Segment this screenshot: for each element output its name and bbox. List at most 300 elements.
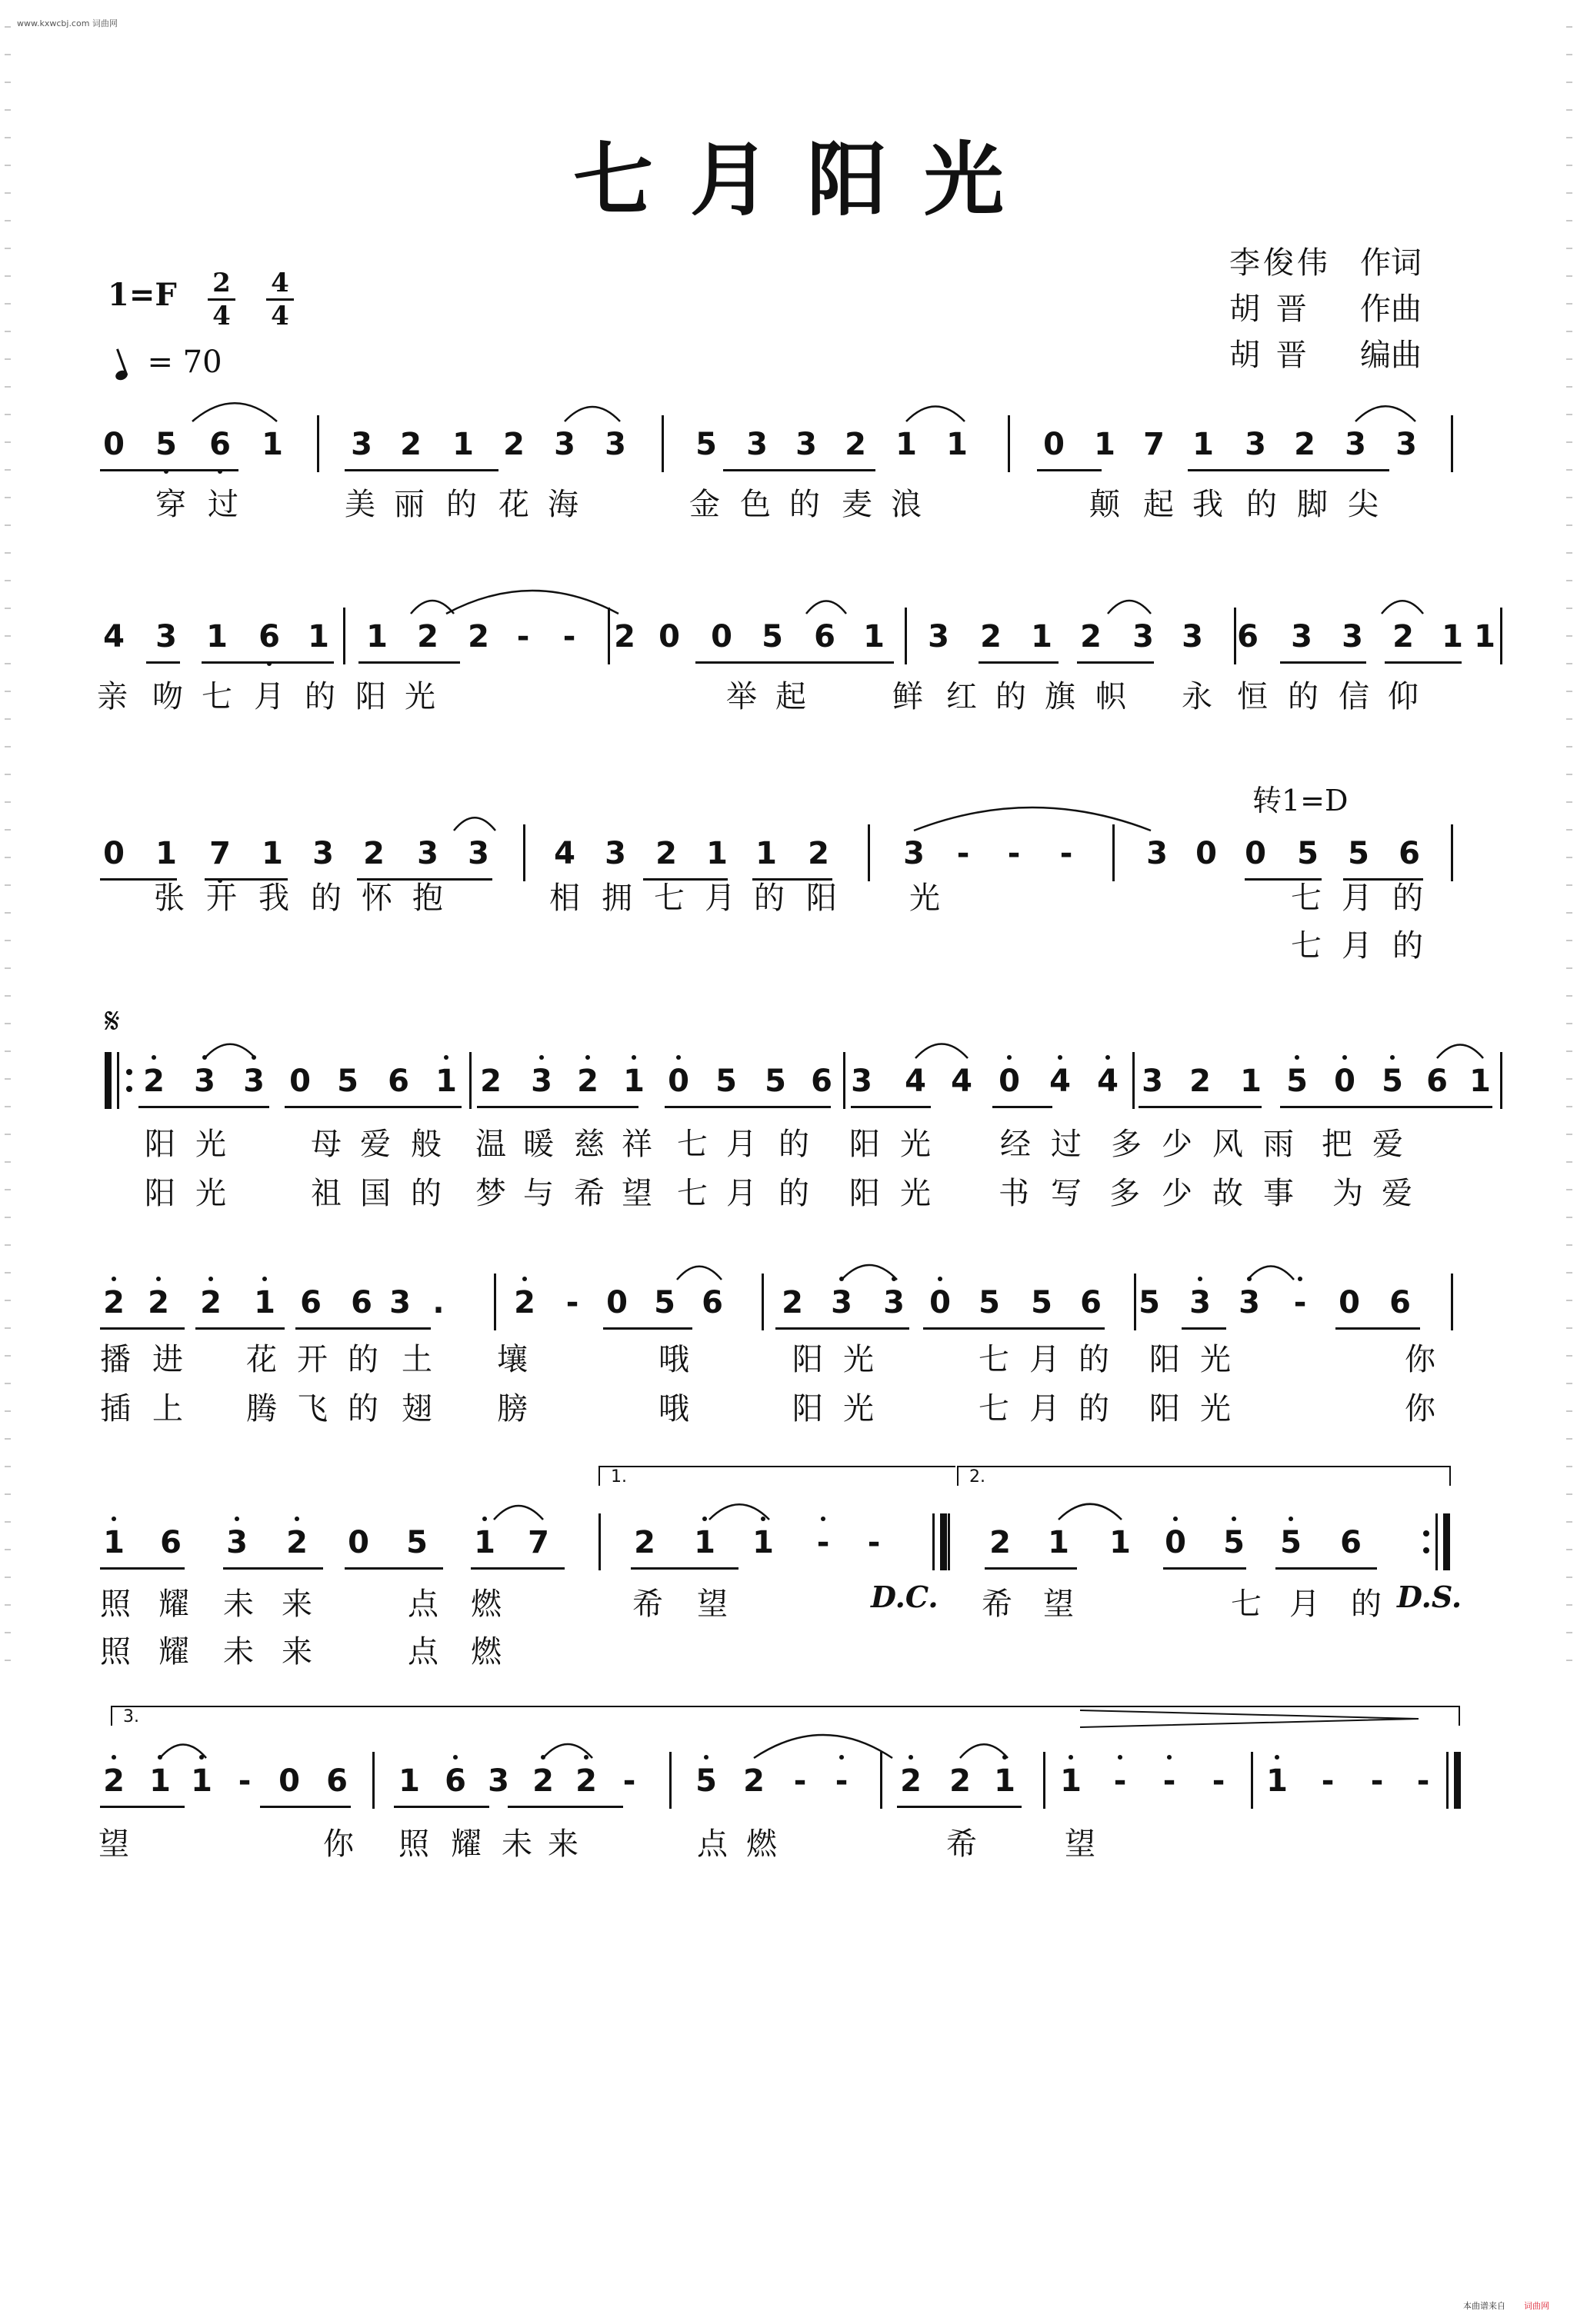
jianpu-note: 1 [262, 427, 283, 462]
dc-marking: D.C. [871, 1580, 939, 1614]
watermark-mark [5, 331, 11, 332]
jianpu-note: 5 [689, 1758, 723, 1804]
watermark-mark [1566, 1217, 1572, 1218]
watermark-mark [5, 1161, 11, 1163]
watermark-mark [5, 1383, 11, 1384]
lyric-verse-1: 穿 [155, 487, 186, 522]
lyric-verse-2: 梦 [475, 1176, 506, 1211]
jianpu-note: - [622, 1763, 636, 1799]
lyric-verse-1: 的 [305, 679, 335, 714]
jianpu-note: 1 [155, 836, 177, 871]
jianpu-note: 2 [1189, 1064, 1211, 1099]
lyric-verse-1: 光 [1200, 1342, 1231, 1377]
jianpu-note: 3 [903, 836, 925, 871]
jianpu-note: - [1283, 1280, 1317, 1326]
watermark-mark [1566, 995, 1572, 997]
lyric-verse-2: 多 [1109, 1176, 1140, 1211]
lyric-verse-1: 旗 [1045, 679, 1075, 714]
lyric-verse-2: 光 [195, 1176, 226, 1211]
jianpu-note: 6 [1389, 1285, 1411, 1320]
duration-underline [260, 1806, 351, 1808]
jianpu-note: 1 [988, 1758, 1022, 1804]
watermark-mark [1566, 552, 1572, 554]
duration-underline [1188, 469, 1389, 471]
jianpu-note: 3 [155, 619, 177, 654]
jianpu-note: - [562, 619, 576, 654]
watermark-mark [1566, 275, 1572, 277]
jianpu-note: 2 [989, 1525, 1011, 1560]
jianpu-note: 0 [1159, 1520, 1192, 1566]
watermark-mark [1566, 1189, 1572, 1190]
lyric-verse-1: 七 [1291, 881, 1322, 916]
lyric-verse-2: 事 [1263, 1176, 1294, 1211]
watermark-mark [1566, 331, 1572, 332]
jianpu-note: 1 [1031, 619, 1052, 654]
slur-arc [494, 1506, 543, 1520]
jianpu-note: 6 [388, 1064, 409, 1099]
lyric-verse-2: 写 [1051, 1176, 1082, 1211]
lyric-verse-2: 为 [1332, 1176, 1363, 1211]
credit-role: 编曲 [1360, 338, 1422, 373]
jianpu-note: 2 [1080, 619, 1102, 654]
jianpu-note: 3 [851, 1064, 872, 1099]
jianpu-note: - [793, 1763, 807, 1799]
duration-underline [345, 469, 498, 471]
jianpu-note: 2 [97, 1280, 131, 1326]
footer-credit [1463, 2299, 1549, 2312]
watermark-mark [5, 1410, 11, 1412]
jianpu-note: 4 [554, 836, 575, 871]
lyric-verse-1: 花 [246, 1342, 277, 1377]
ds-marking: D.S. [1397, 1580, 1462, 1614]
jianpu-note: 0 [289, 1064, 311, 1099]
jianpu-note: 2 [142, 1280, 175, 1326]
lyric-verse-1: 经 [1000, 1127, 1031, 1162]
lyric-verse-2: 望 [622, 1176, 652, 1211]
slur-arc [1355, 406, 1415, 421]
jianpu-note: 2 [949, 1763, 971, 1799]
jianpu-note: 5 [1031, 1285, 1052, 1320]
duration-underline [345, 1567, 443, 1570]
meter-top: 2 [212, 268, 231, 298]
slur-arc [960, 1744, 1008, 1758]
jianpu-note: 2 [526, 1758, 560, 1804]
key-text: 1=F [108, 277, 177, 313]
lyric-verse-2: 的 [348, 1391, 378, 1427]
jianpu-note: - [1370, 1763, 1384, 1799]
jianpu-note: 4 [905, 1064, 926, 1099]
watermark-mark [5, 82, 11, 83]
lyric-verse-2: 腾 [246, 1391, 277, 1427]
slur-layer [0, 391, 1577, 437]
jianpu-note: 2 [417, 619, 438, 654]
watermark-mark [1566, 1355, 1572, 1357]
watermark-mark [5, 1023, 11, 1024]
watermark-mark [5, 1604, 11, 1606]
lyric-verse-1: 过 [1051, 1127, 1082, 1162]
jianpu-note: 5 [654, 1285, 675, 1320]
credit-role: 作词 [1360, 245, 1422, 281]
jianpu-note: 3 [605, 427, 626, 462]
lyric-verse-2: 来 [282, 1634, 312, 1670]
duration-underline [100, 469, 238, 471]
jianpu-note: 6 [1426, 1064, 1448, 1099]
jianpu-note: 2 [634, 1525, 655, 1560]
slur-arc [1108, 601, 1151, 614]
watermark-mark [1566, 386, 1572, 388]
jianpu-note: 0 [103, 427, 125, 462]
watermark-mark [1566, 524, 1572, 526]
watermark-mark [5, 1189, 11, 1190]
credits [1229, 240, 1422, 378]
lyric-verse-2: 光 [900, 1176, 931, 1211]
jianpu-note: 0 [348, 1525, 369, 1560]
jianpu-note: 1 [143, 1758, 177, 1804]
duration-underline [1335, 1327, 1420, 1330]
lyric-verse-1: 的 [778, 1127, 809, 1162]
duration-underline [897, 1806, 1022, 1808]
jianpu-note: 3 [1395, 427, 1417, 462]
jianpu-note: 1 [1048, 1525, 1069, 1560]
watermark-mark [5, 1217, 11, 1218]
jianpu-note: 2 [508, 1280, 542, 1326]
lyric-verse-1: 照 [100, 1587, 131, 1622]
jianpu-note: 2 [400, 427, 422, 462]
jianpu-note: - [825, 1758, 859, 1804]
lyric-verse-2: 光 [1200, 1391, 1231, 1427]
jianpu-note: - [238, 1763, 252, 1799]
lyric-verse-1: 来 [282, 1587, 312, 1622]
jianpu-note: 1 [706, 836, 728, 871]
lyric-verse-1: 望 [697, 1587, 728, 1622]
jianpu-note: 1 [308, 619, 329, 654]
jianpu-note: 1 [895, 427, 917, 462]
duration-underline [1037, 469, 1102, 471]
lyric-verse-1: 亲 [97, 679, 128, 714]
jianpu-note: 6 [1399, 836, 1420, 871]
duration-underline [1182, 1327, 1226, 1330]
volta-2: 2. [957, 1466, 1451, 1486]
duration-underline [1280, 661, 1366, 664]
duration-underline [471, 1567, 565, 1570]
slur-arc [842, 1265, 897, 1280]
duration-underline [665, 1106, 831, 1108]
lyric-verse-1: 美 [345, 487, 375, 522]
watermark-mark [5, 967, 11, 969]
watermark-mark [1566, 1383, 1572, 1384]
watermark-mark [5, 524, 11, 526]
lyric-verse-2: 翅 [402, 1391, 432, 1427]
jianpu-note: 3 [468, 836, 489, 871]
jianpu-note: 1 [206, 619, 228, 654]
watermark-mark [5, 248, 11, 249]
jianpu-note: 3 [825, 1280, 859, 1326]
slur-arc [446, 591, 618, 614]
watermark-mark [5, 26, 11, 28]
slur-layer [0, 1249, 1577, 1295]
volta-1: 1. [598, 1466, 955, 1486]
jianpu-note: - [516, 619, 530, 654]
jianpu-note: 1 [97, 1520, 131, 1566]
lyric-verse-1: 信 [1339, 679, 1369, 714]
lyric-verse-2: 月 [1342, 928, 1372, 964]
watermark-mark [5, 940, 11, 941]
slur-arc [411, 601, 454, 614]
lyric-verse-1: 多 [1111, 1127, 1142, 1162]
lyric-verse-2: 阳 [849, 1176, 880, 1211]
watermark-mark [1566, 967, 1572, 969]
slur-arc [677, 1267, 722, 1280]
lyric-verse-2: 未 [223, 1634, 254, 1670]
time-signature-2 [265, 269, 295, 330]
jianpu-note: 0 [1043, 427, 1065, 462]
jianpu-note: 2 [1294, 427, 1315, 462]
lyric-verse-1: 鲜 [892, 679, 923, 714]
lyric-verse-1: 风 [1212, 1127, 1243, 1162]
lyric-verse-1: 爱 [360, 1127, 391, 1162]
lyric-verse-1: 的 [995, 679, 1026, 714]
jianpu-note: 2 [894, 1758, 928, 1804]
lyric-verse-2: 阳 [145, 1176, 175, 1211]
lyric-verse-1: 照 [398, 1826, 429, 1862]
lyric-verse-1: 点 [697, 1826, 728, 1862]
lyric-verse-2: 上 [152, 1391, 183, 1427]
watermark-mark [5, 691, 11, 692]
segno-icon: 𝄋 [105, 1000, 120, 1041]
slur-arc [565, 407, 620, 421]
jianpu-note: 5 [979, 1285, 1000, 1320]
lyric-verse-1: 月 [1342, 881, 1372, 916]
watermark-mark [1566, 497, 1572, 498]
jianpu-note: 5 [1139, 1285, 1160, 1320]
watermark-mark [5, 995, 11, 997]
lyric-verse-1: 般 [411, 1127, 442, 1162]
lyric-verse-1: 希 [946, 1826, 977, 1862]
jianpu-note: 3 [1142, 1064, 1163, 1099]
watermark-mark [1566, 580, 1572, 581]
jianpu-note: 4 [1091, 1058, 1125, 1104]
watermark-mark [1566, 1604, 1572, 1606]
jianpu-note: 6 [811, 1064, 832, 1099]
lyric-verse-1: 阳 [1149, 1342, 1180, 1377]
jianpu-note: 1 [755, 836, 777, 871]
jianpu-note: 1 [688, 1520, 722, 1566]
duration-underline [1077, 661, 1154, 664]
lyric-verse-1: 暖 [523, 1127, 554, 1162]
watermark-mark [1566, 26, 1572, 28]
jianpu-note: 5 [715, 1064, 737, 1099]
watermark-mark [1566, 1161, 1572, 1163]
jianpu-note: - [806, 1520, 840, 1566]
jianpu-note: 0 [711, 619, 732, 654]
page-title: 七月阳光 [572, 133, 1041, 227]
watermark-mark [1566, 1632, 1572, 1633]
lyric-verse-1: 的 [1288, 679, 1319, 714]
jianpu-note: 6 [814, 619, 835, 654]
duration-underline [695, 661, 894, 664]
lyric-verse-1: 耀 [451, 1826, 482, 1862]
jianpu-note: 0 [923, 1280, 957, 1326]
lyric-verse-1: 开 [206, 881, 237, 916]
jianpu-note: 2 [655, 836, 677, 871]
lyric-verse-2: 点 [408, 1634, 438, 1670]
jianpu-note: 3 [746, 427, 768, 462]
jianpu-note: - [1007, 836, 1021, 871]
jianpu-note: 3 [525, 1058, 558, 1104]
lyric-verse-2: 膀 [497, 1391, 528, 1427]
slur-arc [1437, 1045, 1483, 1059]
jianpu-note: - [1059, 836, 1073, 871]
watermark-mark [5, 1466, 11, 1467]
watermark-mark [1566, 691, 1572, 692]
watermark-mark [1566, 774, 1572, 775]
jianpu-note: 2 [280, 1520, 314, 1566]
lyric-verse-1: 燃 [471, 1587, 502, 1622]
lyric-verse-2: 祖 [311, 1176, 342, 1211]
lyric-verse-1: 的 [1246, 487, 1277, 522]
site-url: www.kxwcbj.com 词曲网 [17, 18, 118, 28]
duration-underline [1280, 1106, 1492, 1108]
jianpu-note: 6 [438, 1758, 472, 1804]
jianpu-note: - [956, 836, 970, 871]
lyric-verse-1: 七 [1231, 1587, 1262, 1622]
time-signature-1 [206, 269, 237, 330]
jianpu-note: 1 [1240, 1064, 1262, 1099]
jianpu-note: 6 [1340, 1525, 1362, 1560]
slur-arc [205, 1044, 255, 1058]
watermark-mark [5, 912, 11, 914]
meter-bottom: 4 [271, 301, 289, 331]
jianpu-note: 5 [1280, 1058, 1314, 1104]
jianpu-note: 3 [488, 1763, 509, 1799]
lyric-verse-1: 的 [1392, 881, 1423, 916]
jianpu-note: 1 [1192, 427, 1214, 462]
lyric-verse-1: 月 [705, 881, 735, 916]
jianpu-note: 3 [1183, 1280, 1217, 1326]
lyric-verse-1: 红 [946, 679, 977, 714]
jianpu-note: 2 [480, 1064, 502, 1099]
jianpu-note: 1 [1094, 427, 1115, 462]
lyric-verse-1: 哦 [658, 1342, 689, 1377]
jianpu-note: - [1152, 1758, 1186, 1804]
lyric-verse-2: 国 [360, 1176, 391, 1211]
jianpu-note: 2 [571, 1058, 605, 1104]
lyric-verse-1: 浪 [891, 487, 922, 522]
jianpu-note: 3 [877, 1280, 911, 1326]
watermark-mark [1566, 746, 1572, 747]
duration-underline [1275, 1567, 1377, 1570]
lyric-verse-1: 希 [632, 1587, 663, 1622]
jianpu-note: 3 [220, 1520, 254, 1566]
jianpu-note: 0 [662, 1058, 695, 1104]
lyric-verse-2: 七 [1291, 928, 1322, 964]
lyric-verse-1: 月 [726, 1127, 757, 1162]
lyric-verse-1: 光 [843, 1342, 874, 1377]
lyric-verse-2: 少 [1162, 1176, 1192, 1211]
jianpu-note: 1 [1442, 619, 1463, 654]
lyric-verse-1: 的 [1351, 1587, 1382, 1622]
credit-arranger [1229, 332, 1422, 378]
slur-arc [914, 807, 1151, 831]
jianpu-note: 1 [452, 427, 474, 462]
lyric-verse-1: 的 [348, 1342, 378, 1377]
jianpu-note: 1 [398, 1763, 420, 1799]
jianpu-note: 0 [1245, 836, 1266, 871]
duration-underline [723, 469, 875, 471]
left-watermark-strip [0, 0, 15, 2324]
lyric-verse-1: 雨 [1263, 1127, 1294, 1162]
credit-composer [1229, 286, 1422, 332]
jianpu-note: 5 [149, 421, 183, 468]
duration-underline [202, 661, 334, 664]
slur-arc [709, 1504, 769, 1520]
jianpu-note: 4 [951, 1064, 972, 1099]
watermark-mark [5, 358, 11, 360]
jianpu-note: 3 [1182, 619, 1203, 654]
volta-3: 3. [111, 1706, 1460, 1726]
jianpu-note: 6 [326, 1763, 348, 1799]
lyric-verse-2: 七 [677, 1176, 708, 1211]
lyric-verse-2: 燃 [471, 1634, 502, 1670]
lyric-verse-1: 母 [311, 1127, 342, 1162]
jianpu-note: 3 [605, 836, 626, 871]
lyric-verse-1: 的 [311, 881, 342, 916]
watermark-mark [5, 580, 11, 581]
jianpu-note: 6 [1080, 1285, 1102, 1320]
lyric-verse-1: 花 [498, 487, 529, 522]
jianpu-note: 5 [406, 1525, 428, 1560]
duration-underline [851, 1106, 931, 1108]
lyric-verse-1: 进 [152, 1342, 183, 1377]
duration-underline [358, 661, 460, 664]
lyric-verse-1: 光 [195, 1127, 226, 1162]
jianpu-note: 2 [782, 1285, 803, 1320]
slur-layer [0, 800, 1577, 846]
watermark-mark [1566, 1244, 1572, 1246]
lyric-verse-2: 与 [523, 1176, 554, 1211]
slur-arc [906, 407, 965, 422]
duration-underline [477, 1106, 638, 1108]
lyric-verse-1: 开 [297, 1342, 328, 1377]
duration-underline [992, 1106, 1052, 1108]
watermark-mark [1566, 1410, 1572, 1412]
duration-underline [195, 1327, 285, 1330]
lyric-verse-2: 的 [778, 1176, 809, 1211]
lyric-verse-1: 颠 [1089, 487, 1120, 522]
lyric-verse-1: 光 [909, 881, 940, 916]
lyric-verse-1: 恒 [1237, 679, 1268, 714]
lyric-verse-1: 你 [1405, 1342, 1435, 1377]
lyric-verse-1: 起 [1143, 487, 1174, 522]
jianpu-note: 2 [97, 1758, 131, 1804]
duration-underline [100, 1806, 185, 1808]
watermark-mark [5, 1632, 11, 1633]
footer-site: 词曲网 [1524, 2301, 1549, 2311]
watermark-mark [1566, 303, 1572, 305]
watermark-mark [1566, 718, 1572, 720]
watermark-mark [5, 109, 11, 111]
jianpu-note: 7 [528, 1525, 549, 1560]
jianpu-note: 3 [1146, 836, 1168, 871]
lyric-verse-1: 燃 [746, 1826, 777, 1862]
jianpu-note: 1 [863, 619, 885, 654]
lyric-verse-1: 七 [202, 679, 232, 714]
jianpu-note: 5 [1274, 1520, 1308, 1566]
lyric-verse-1: 仰 [1388, 679, 1419, 714]
jianpu-note: 2 [194, 1280, 228, 1326]
jianpu-note: 3 [1232, 1280, 1266, 1326]
jianpu-note: 1 [617, 1058, 651, 1104]
